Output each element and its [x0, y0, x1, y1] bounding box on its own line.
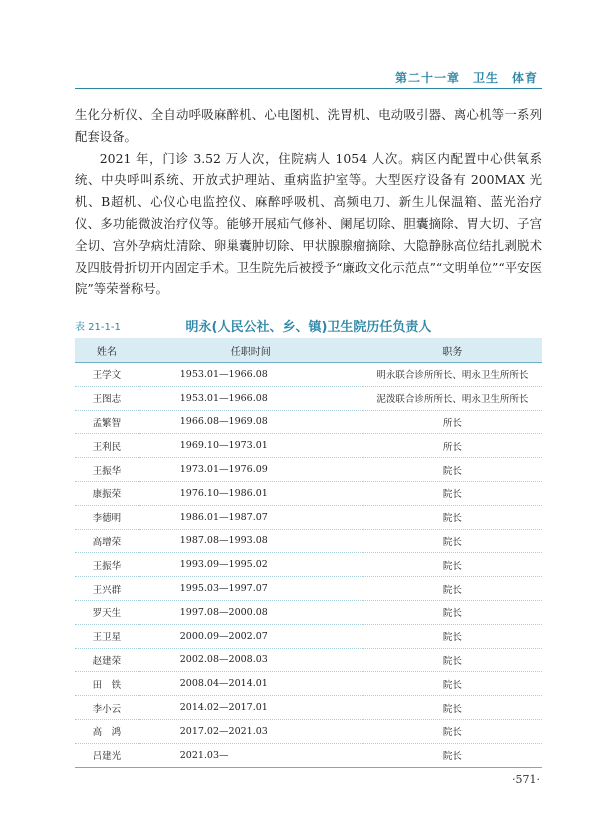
- cell-role: 院长: [363, 553, 542, 577]
- cell-role: 明永联合诊所所长、明永卫生所所长: [363, 363, 542, 387]
- leaders-table: [75, 338, 542, 768]
- cell-term: 1995.03—1997.07: [139, 577, 363, 601]
- table-title: 明永(人民公社、乡、镇)卫生院历任负责人: [185, 320, 432, 335]
- cell-term: 2002.08—2008.03: [139, 648, 363, 672]
- cell-term: 2014.02—2017.01: [139, 696, 363, 720]
- table-row: [75, 743, 542, 767]
- table-row: [75, 434, 542, 458]
- cell-name: 罗天生: [75, 600, 139, 624]
- cell-term: 1987.08—1993.08: [139, 529, 363, 553]
- cell-role: 院长: [363, 648, 542, 672]
- cell-role: 院长: [363, 696, 542, 720]
- paragraph-2: 2021 年，门诊 3.52 万人次，住院病人 1054 人次。病区内配置中心供氧系统、中央呼叫系统、开放式护理站、重病监护室等。大型医疗设备有 200MAX 光机、B超机、心仪心电监控仪、麻醉呼吸机、高频电刀、新生儿保温箱、蓝光治疗仪、多功能微波治疗仪等。能够开展疝气修补、阑尾切除、胆囊摘除、胃大切、子宫全切、宫外孕病灶清除、卵巢囊肿切除、甲状腺腺瘤摘除、大隐静脉高位结扎剥脱术及四肢骨折切开内固定手术。卫生院先后被授予“廉政文化示范点”“文明单位”“平安医院”等荣誉称号。: [75, 150, 542, 297]
- cell-name: 孟繁智: [75, 410, 139, 434]
- cell-role: 院长: [363, 481, 542, 505]
- cell-name: 王振华: [75, 458, 139, 482]
- cell-role: 院长: [363, 529, 542, 553]
- cell-term: 2000.09—2002.07: [139, 624, 363, 648]
- table-row: [75, 577, 542, 601]
- cell-name: 王利民: [75, 434, 139, 458]
- cell-term: 1986.01—1987.07: [139, 505, 363, 529]
- cell-name: 田 铁: [75, 672, 139, 696]
- column-header-term: 任职时间: [139, 338, 363, 363]
- table-header-row: [75, 338, 542, 363]
- cell-term: 1997.08—2000.08: [139, 600, 363, 624]
- chapter-title: 第二十一章 卫生 体育: [394, 71, 538, 85]
- cell-role: 所长: [363, 410, 542, 434]
- cell-term: 1993.09—1995.02: [139, 553, 363, 577]
- cell-name: 康振荣: [75, 481, 139, 505]
- running-header: [368, 66, 540, 86]
- table-caption: [75, 316, 542, 334]
- page-number: ·571·: [512, 773, 540, 786]
- cell-role: 所长: [363, 434, 542, 458]
- cell-term: 2017.02—2021.03: [139, 719, 363, 743]
- cell-role: 院长: [363, 577, 542, 601]
- cell-name: 王卫星: [75, 624, 139, 648]
- cell-term: 1966.08—1969.08: [139, 410, 363, 434]
- cell-name: 高 鸿: [75, 719, 139, 743]
- column-header-name: 姓名: [75, 338, 139, 363]
- table-row: [75, 386, 542, 410]
- table-row: [75, 505, 542, 529]
- cell-name: 李德明: [75, 505, 139, 529]
- cell-role: 院长: [363, 672, 542, 696]
- table-row: [75, 481, 542, 505]
- table-row: [75, 624, 542, 648]
- cell-name: 王图志: [75, 386, 139, 410]
- table-row: [75, 648, 542, 672]
- table-row: [75, 696, 542, 720]
- cell-role: 泥泼联合诊所所长、明永卫生所所长: [363, 386, 542, 410]
- table-number: 表 21-1-1: [75, 322, 121, 333]
- table-row: [75, 672, 542, 696]
- cell-name: 高增荣: [75, 529, 139, 553]
- table-row: [75, 719, 542, 743]
- table-row: [75, 410, 542, 434]
- cell-term: 2021.03—: [139, 743, 363, 767]
- cell-role: 院长: [363, 624, 542, 648]
- cell-role: 院长: [363, 458, 542, 482]
- body-text: [75, 104, 542, 300]
- cell-name: 王学文: [75, 363, 139, 387]
- cell-term: 1953.01—1966.08: [139, 363, 363, 387]
- cell-role: 院长: [363, 743, 542, 767]
- table-row: [75, 363, 542, 387]
- cell-name: 王兴群: [75, 577, 139, 601]
- table-row: [75, 458, 542, 482]
- table-row: [75, 600, 542, 624]
- paragraph-1: 生化分析仪、全自动呼吸麻醉机、心电图机、洗胃机、电动吸引器、离心机等一系列配套设备。: [75, 107, 542, 144]
- cell-role: 院长: [363, 600, 542, 624]
- cell-term: 1976.10—1986.01: [139, 481, 363, 505]
- cell-name: 李小云: [75, 696, 139, 720]
- header-rule: [75, 88, 542, 89]
- column-header-role: 职务: [363, 338, 542, 363]
- cell-name: 吕建光: [75, 743, 139, 767]
- cell-term: 1973.01—1976.09: [139, 458, 363, 482]
- cell-term: 1969.10—1973.01: [139, 434, 363, 458]
- table-row: [75, 529, 542, 553]
- cell-role: 院长: [363, 719, 542, 743]
- cell-name: 王振华: [75, 553, 139, 577]
- cell-name: 赵建荣: [75, 648, 139, 672]
- cell-term: 1953.01—1966.08: [139, 386, 363, 410]
- table-row: [75, 553, 542, 577]
- cell-term: 2008.04—2014.01: [139, 672, 363, 696]
- cell-role: 院长: [363, 505, 542, 529]
